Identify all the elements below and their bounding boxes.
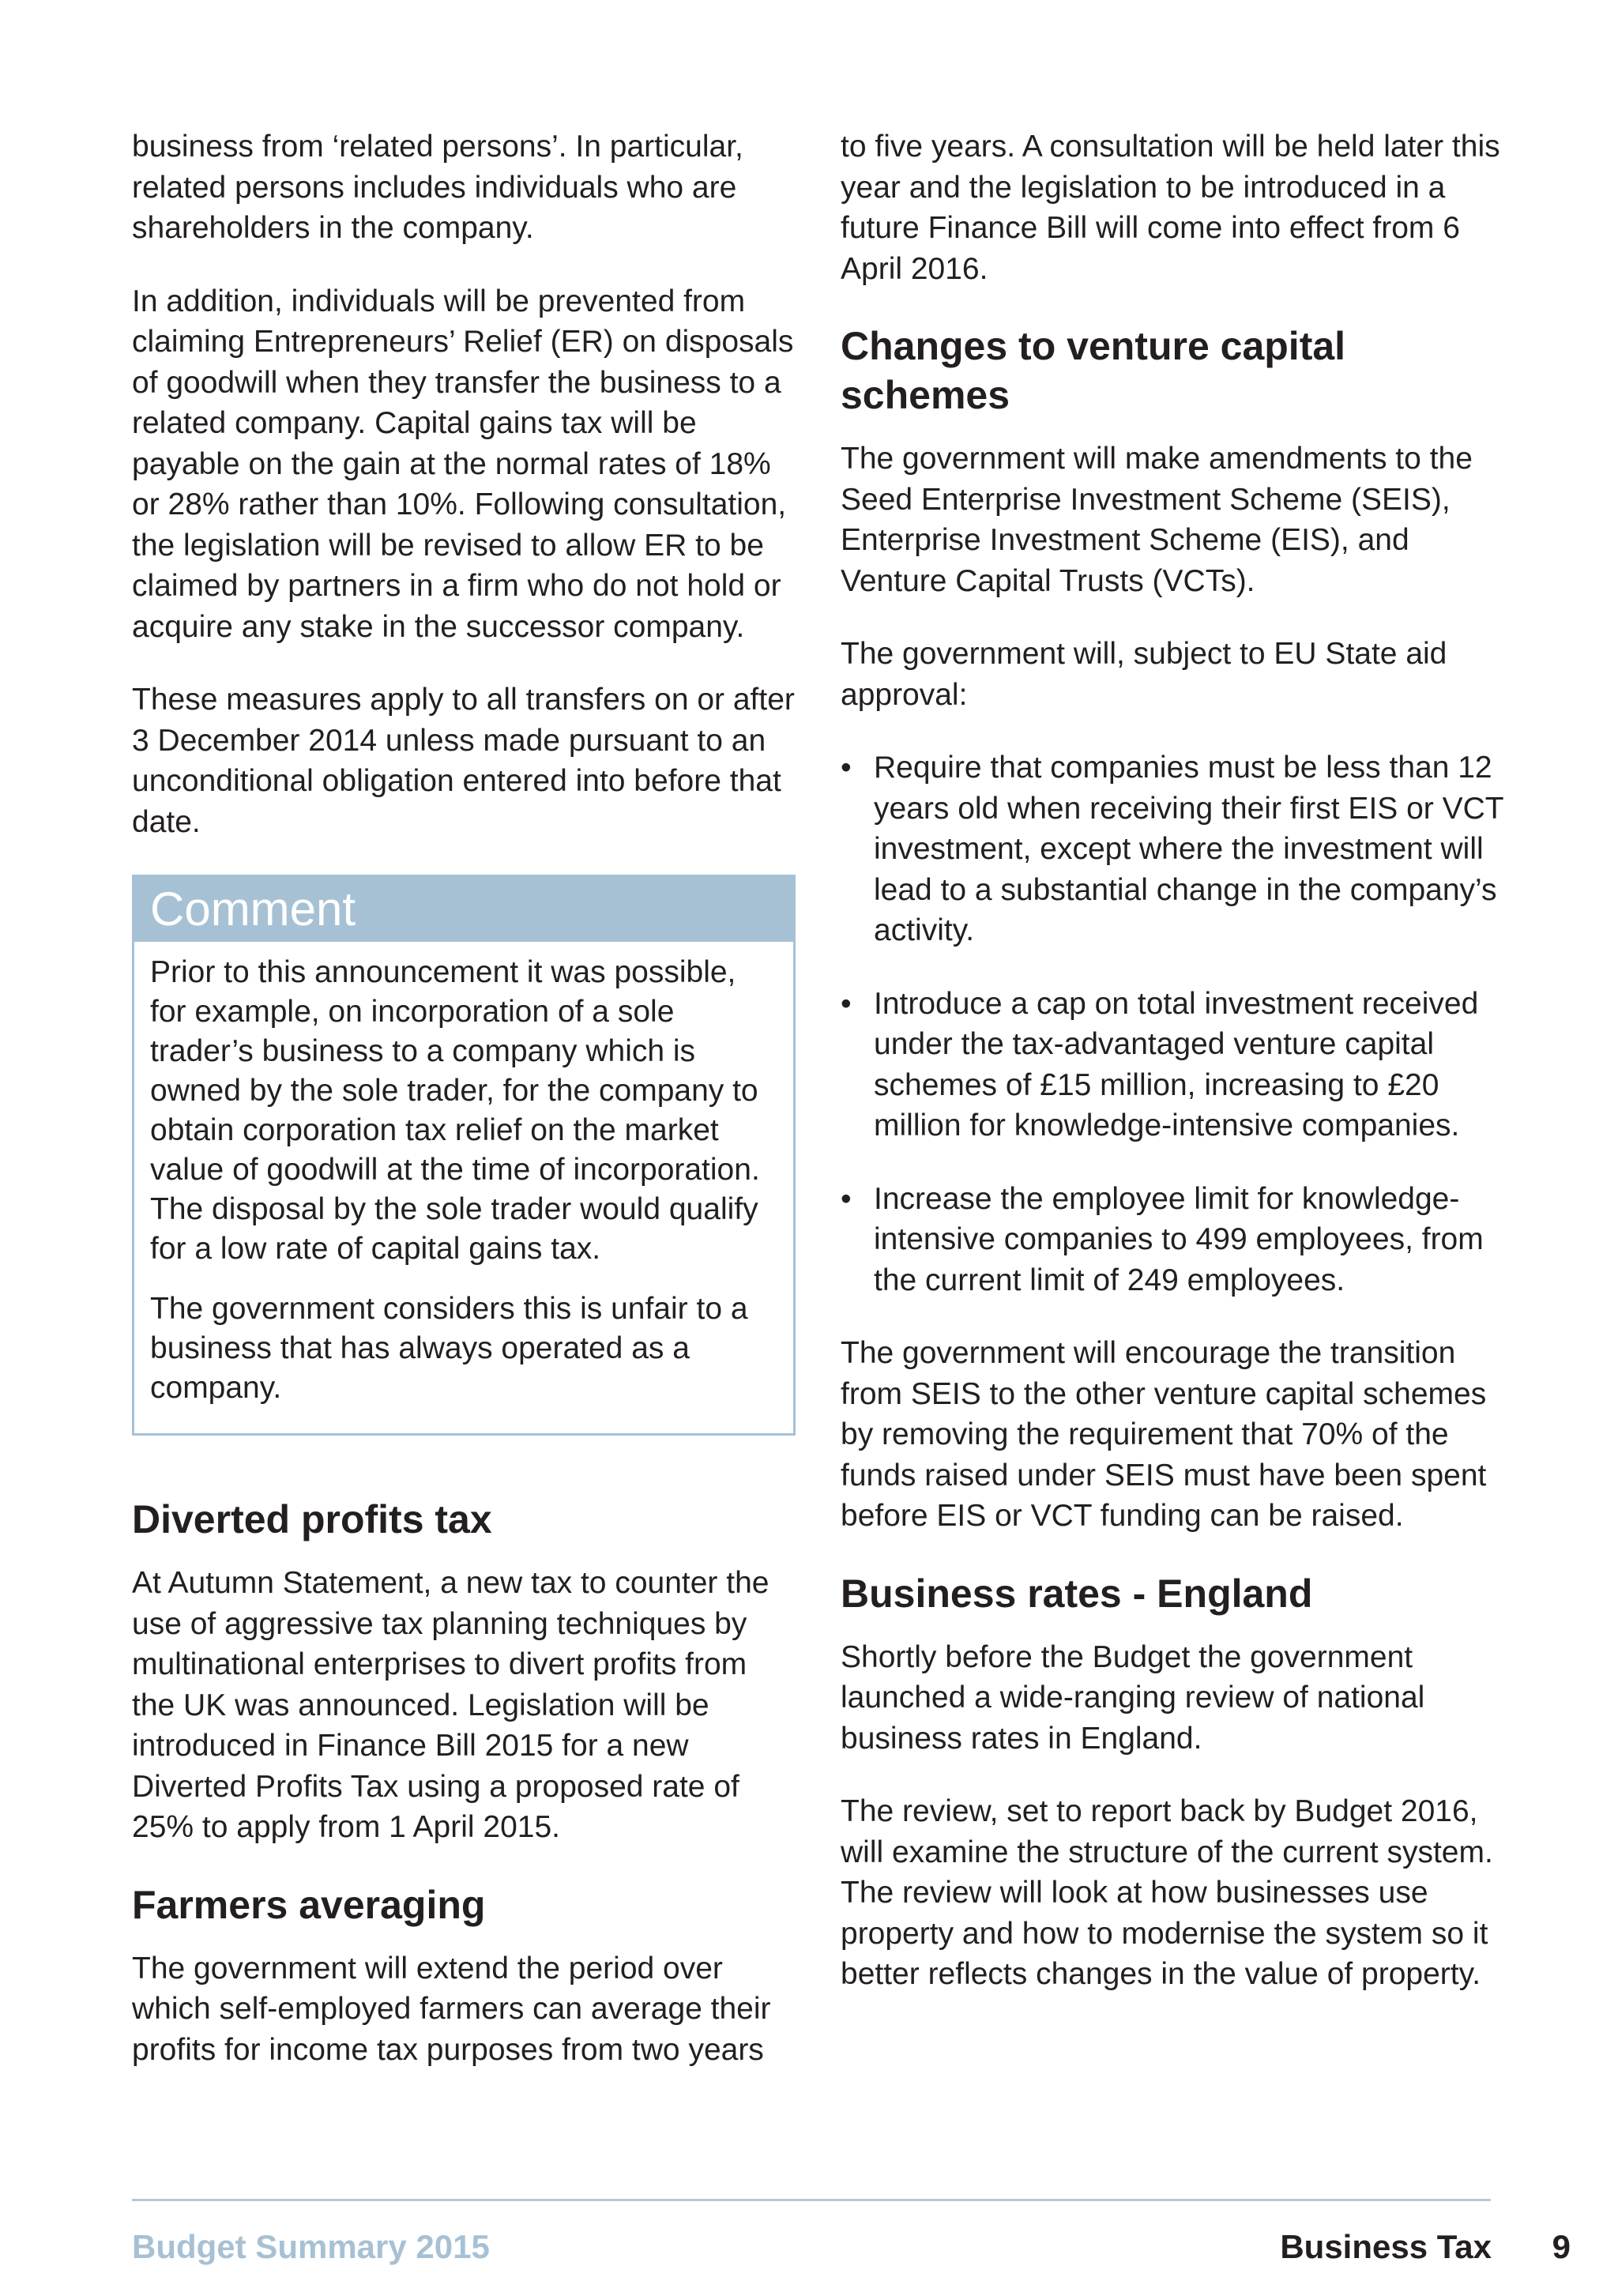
venture-capital-bullet-list xyxy=(841,747,1504,1300)
bullet-text: Introduce a cap on total investment received under the tax-advantaged venture capital schemes of £15 million, increasing to £20 million for knowledge-intensive companies. xyxy=(874,986,1479,1142)
farmers-averaging-heading: Farmers averaging xyxy=(132,1882,486,1927)
left-column xyxy=(132,126,796,2102)
comment-body xyxy=(134,942,793,1433)
right-column xyxy=(841,126,1504,2027)
bullet-item xyxy=(841,984,1504,1146)
entrepreneurs-relief-paragraph: In addition, individuals will be prevented from claiming Entrepreneurs’ Relief (ER) on disposals of goodwill when they transfer the business to a related company. Capital gains tax will be payable on the gain at the normal rates of 18% or 28% rather than 10%. Following consultation, the legislation will be revised to allow ER to be claimed by partners in a firm who do not hold or acquire any stake in the successor company. xyxy=(132,284,794,644)
comment-box xyxy=(132,875,796,1436)
transfers-date-paragraph: These measures apply to all transfers on or after 3 December 2014 unless made pursuant to an unconditional obligation entered into before that date. xyxy=(132,683,795,839)
business-rates-heading: Business rates - England xyxy=(841,1571,1313,1616)
footer-section-title: Business Tax xyxy=(1280,2228,1492,2265)
venture-capital-paragraph: The government will make amendments to the Seed Enterprise Investment Scheme (SEIS), Enterprise Investment Scheme (EIS), and Venture Capital Trusts (VCTs). xyxy=(841,442,1473,598)
footer-divider xyxy=(132,2199,1491,2201)
page-number: 9 xyxy=(1552,2228,1571,2265)
bullet-dot-icon: • xyxy=(841,751,852,785)
comment-paragraph: Prior to this announcement it was possible, for example, on incorporation of a sole trader’s business to a company which is owned by the sole trader, for the company to obtain corporation tax relief on the market value of goodwill at the time of incorporation. The disposal by the sole trader would qualify for a low rate of capital gains tax. xyxy=(150,955,760,1266)
business-rates-review-paragraph: The review, set to report back by Budget 2016, will examine the structure of the current system. The review will look at how businesses use property and how to modernise the system so it better reflects changes in the value of property. xyxy=(841,1794,1493,1991)
diverted-profits-heading: Diverted profits tax xyxy=(132,1497,492,1541)
related-persons-paragraph: business from ‘related persons’. In particular, related persons includes individuals who are shareholders in the company. xyxy=(132,130,743,245)
footer-publication-title: Budget Summary 2015 xyxy=(132,2228,490,2265)
bullet-item xyxy=(841,747,1504,951)
bullet-dot-icon: • xyxy=(841,986,852,1021)
business-rates-paragraph: Shortly before the Budget the government launched a wide-ranging review of national business rates in England. xyxy=(841,1639,1425,1756)
venture-capital-intro: The government will, subject to EU State aid approval: xyxy=(841,637,1447,712)
comment-title: Comment xyxy=(134,877,793,942)
bullet-text: Require that companies must be less than 12 years old when receiving their first EIS or VCT investment, except where the investment will lead to a substantial change in the company’s activity. xyxy=(874,751,1503,947)
seis-transition-paragraph: The government will encourage the transition from SEIS to the other venture capital schemes by removing the requirement that 70% of the funds raised under SEIS must have been spent before EIS or VCT funding can be raised. xyxy=(841,1336,1487,1533)
bullet-dot-icon: • xyxy=(841,1181,852,1216)
venture-capital-heading: Changes to venture capital schemes xyxy=(841,324,1346,417)
farmers-averaging-paragraph: The government will extend the period over which self-employed farmers can average their profits for income tax purposes from two years xyxy=(132,1951,771,2067)
bullet-text: Increase the employee limit for knowledge-intensive companies to 499 employees, from the current limit of 249 employees. xyxy=(874,1181,1484,1297)
comment-paragraph: The government considers this is unfair to a business that has always operated as a company. xyxy=(150,1292,748,1405)
bullet-item xyxy=(841,1179,1504,1301)
diverted-profits-paragraph: At Autumn Statement, a new tax to counter the use of aggressive tax planning techniques by multinational enterprises to divert profits from the UK was announced. Legislation will be introduced in Finance Bill 2015 for a new Diverted Profits Tax using a proposed rate of 25% to apply from 1 April 2015. xyxy=(132,1566,769,1844)
farmers-continuation-paragraph: to five years. A consultation will be held later this year and the legislation to be introduced in a future Finance Bill will come into effect from 6 April 2016. xyxy=(841,130,1500,286)
